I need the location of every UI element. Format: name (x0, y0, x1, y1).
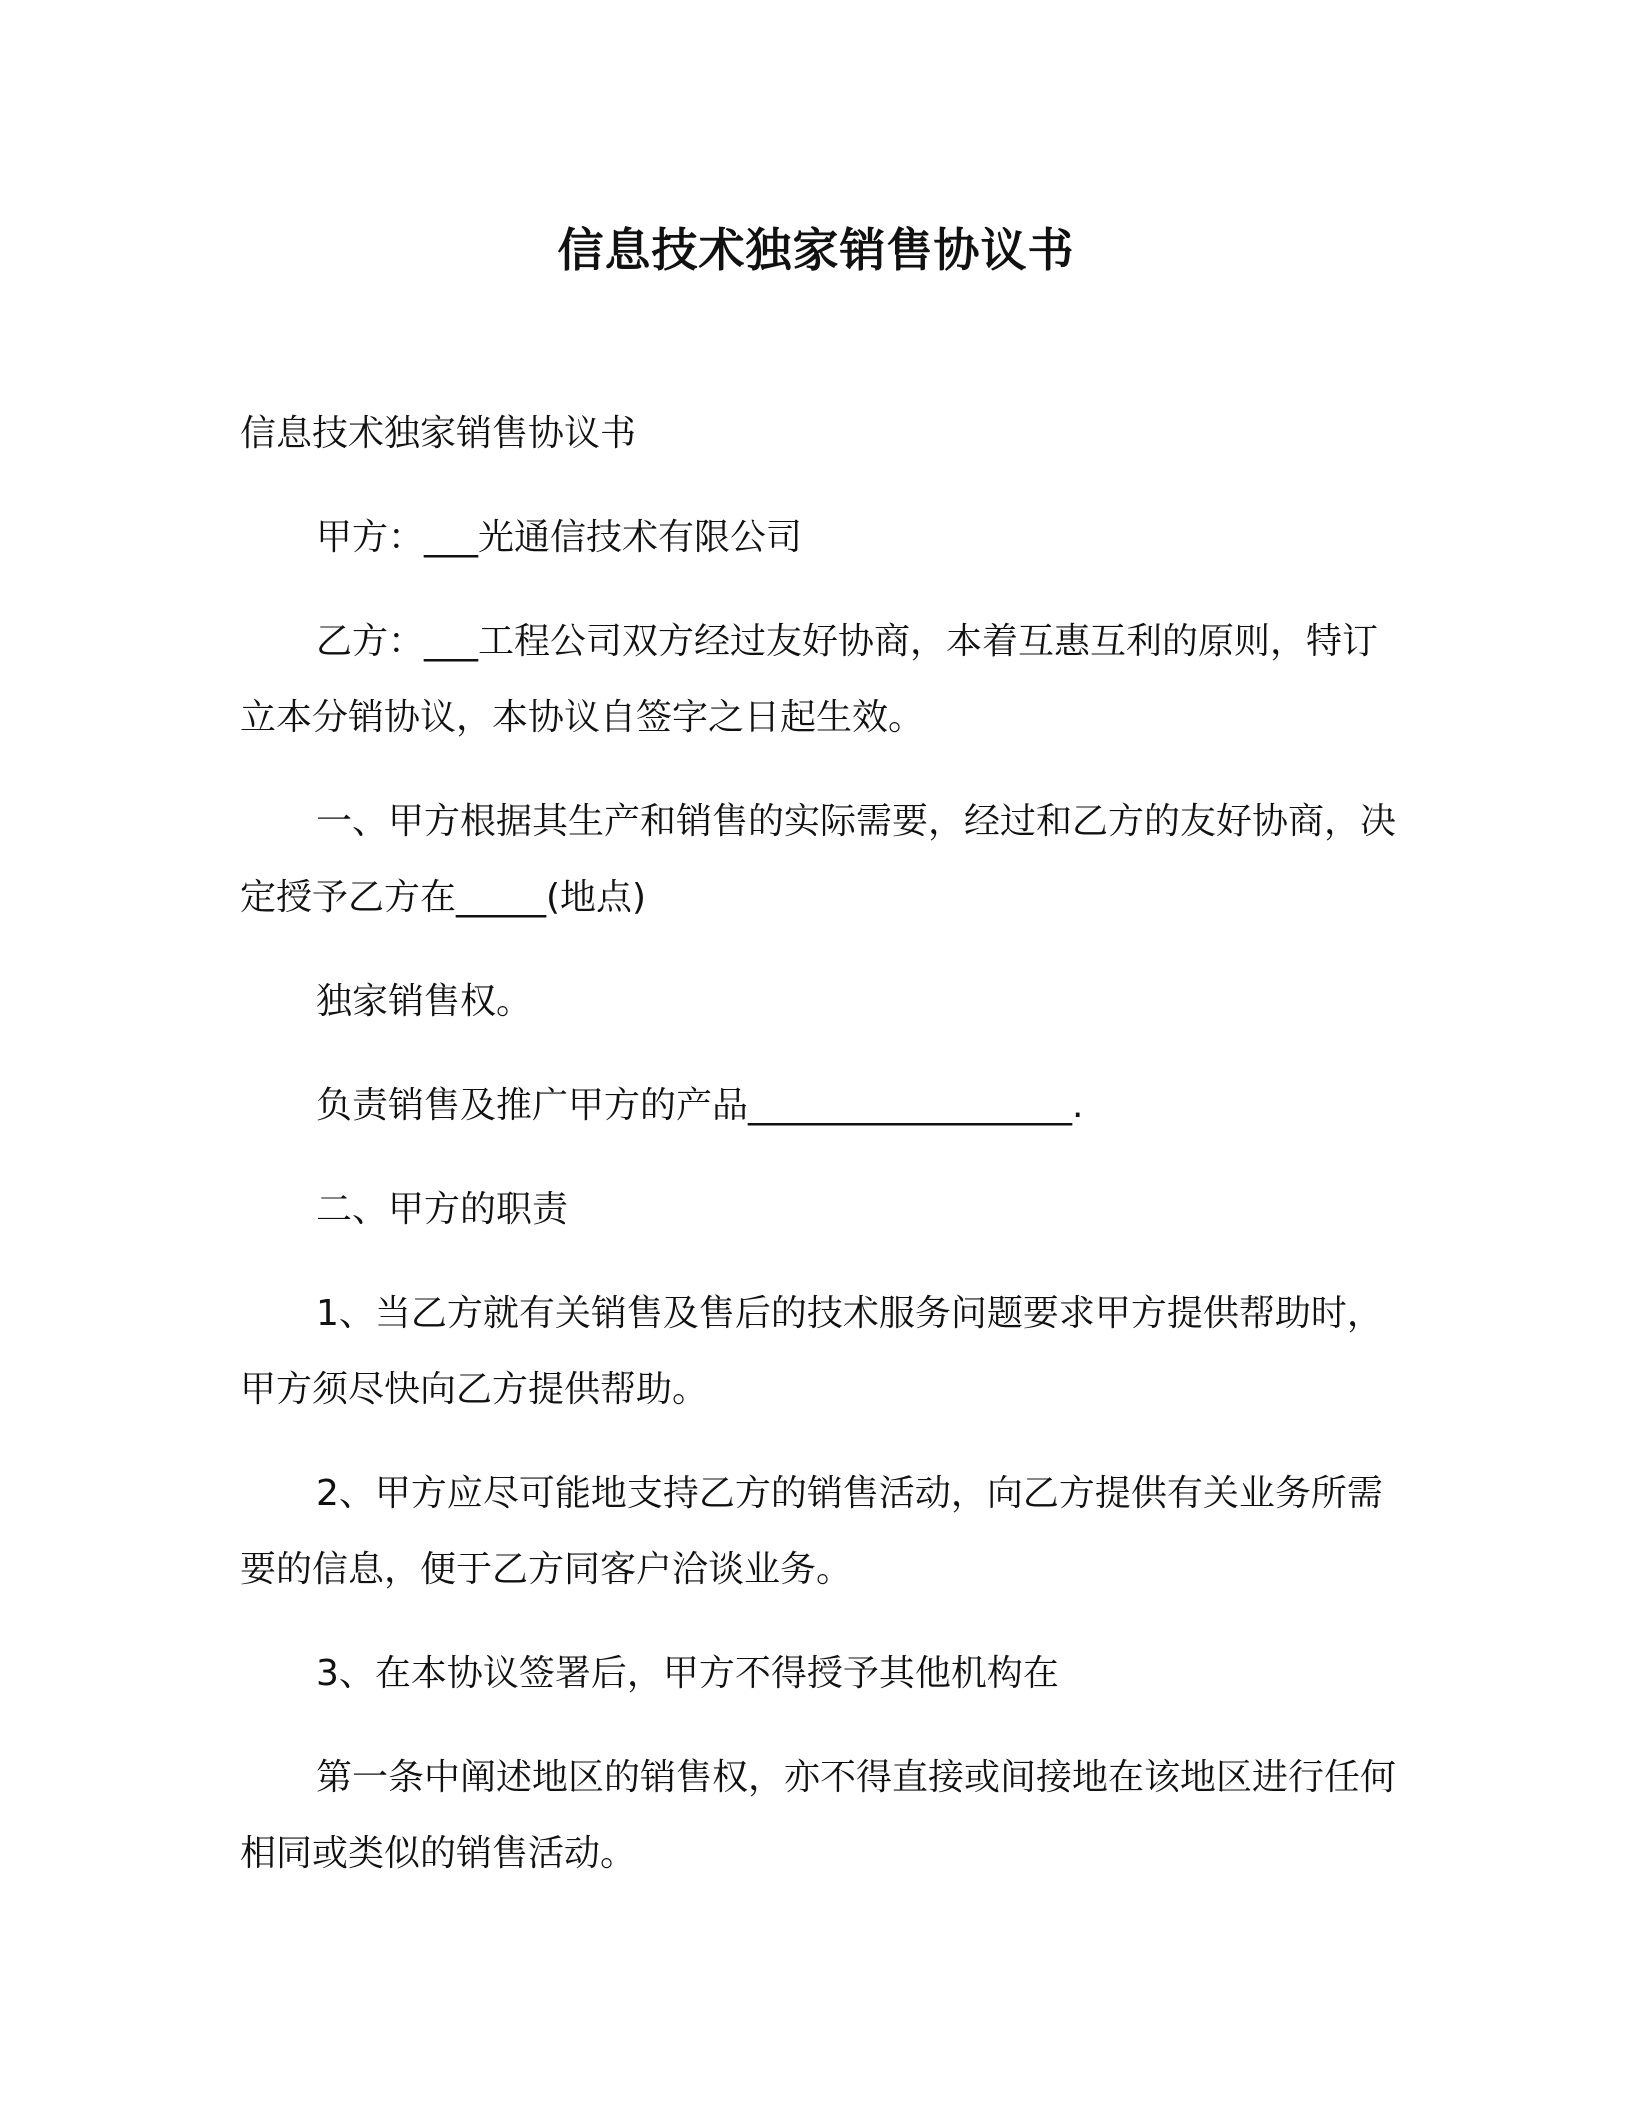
paragraph-products: 负责销售及推广甲方的产品__________________. (316, 1085, 1084, 1126)
document-title: 信息技术独家销售协议书 (557, 223, 1075, 277)
paragraph-section-2-heading: 二、甲方的职责 (316, 1189, 569, 1230)
document-body (240, 396, 1400, 1920)
paragraph-duty-3: 3、在本协议签署后，甲方不得授予其他机构在 (316, 1653, 1059, 1694)
paragraph-duty-1: 1、当乙方就有关销售及售后的技术服务问题要求甲方提供帮助时，甲方须尽快向乙方提供帮助。 (240, 1293, 1383, 1410)
paragraph-duty-2: 2、甲方应尽可能地支持乙方的销售活动，向乙方提供有关业务所需要的信息，便于乙方同客户洽谈业务。 (240, 1473, 1383, 1590)
paragraph-exclusive-rights: 独家销售权。 (316, 981, 533, 1022)
paragraph-subtitle: 信息技术独家销售协议书 (240, 413, 637, 454)
paragraph-clause-reference: 第一条中阐述地区的销售权，亦不得直接或间接地在该地区进行任何相同或类似的销售活动。 (240, 1757, 1397, 1874)
paragraph-clause-1: 一、甲方根据其生产和销售的实际需要，经过和乙方的友好协商，决定授予乙方在_____(地点) (240, 801, 1397, 918)
paragraph-party-a: 甲方：___光通信技术有限公司 (316, 517, 803, 558)
paragraph-party-b: 乙方：___工程公司双方经过友好协商，本着互惠互利的原则，特订立本分销协议，本协议自签字之日起生效。 (240, 621, 1379, 738)
